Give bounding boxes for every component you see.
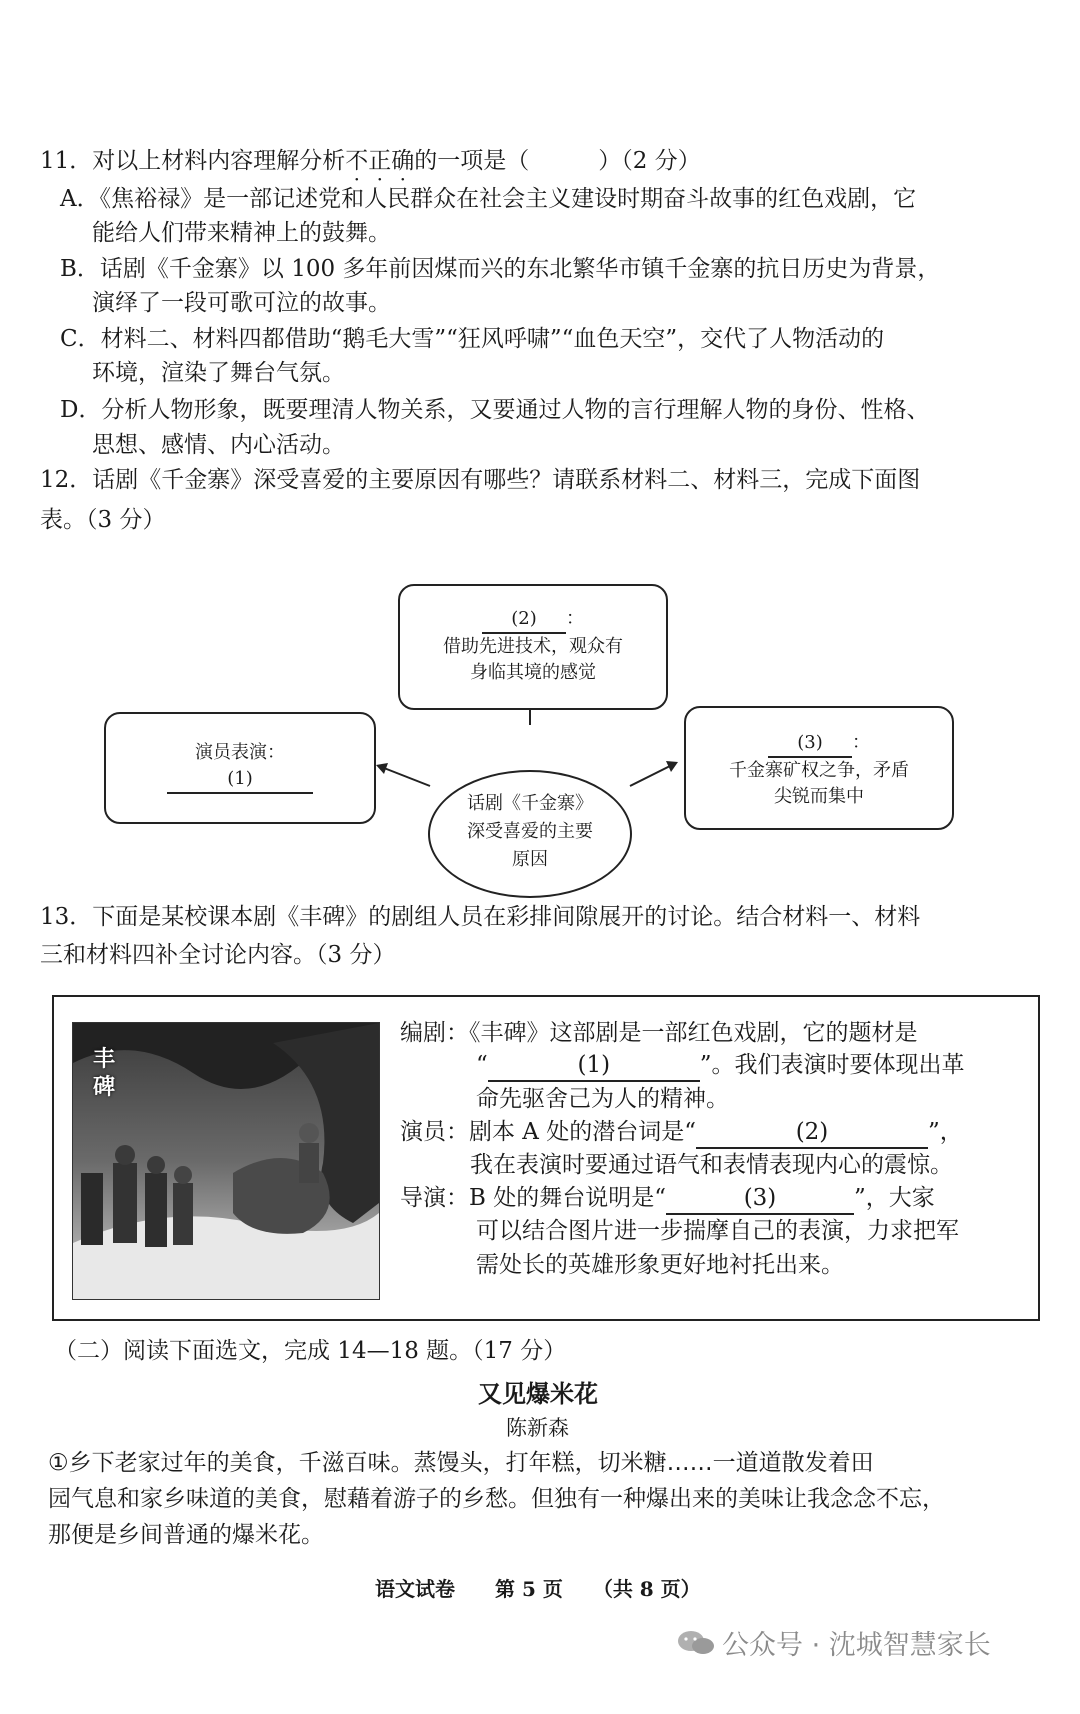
wechat-icon — [676, 1628, 716, 1658]
center-line2: 深受喜爱的主要 — [467, 821, 593, 842]
q12-top-box — [398, 584, 668, 710]
emphasis-char: 正 — [368, 148, 392, 174]
screenwriter-line2 — [476, 1050, 965, 1082]
blank-q13-1[interactable]: (1) — [488, 1050, 700, 1082]
quote-open: “ — [476, 1052, 488, 1078]
q11-option-c-cont: 环境，渲染了舞台气氛。 — [92, 360, 345, 386]
actor-post: ”， — [928, 1119, 963, 1145]
paragraph-1-line3: 那便是乡间普通的爆米花。 — [48, 1522, 324, 1548]
blank-1[interactable]: (1) — [167, 766, 313, 794]
blank-3[interactable]: (3) — [768, 730, 852, 758]
photo-title-char2: 碑 — [92, 1074, 115, 1100]
paragraph-1-line1: ①乡下老家过年的美食，千滋百味。蒸馒头，打年糕，切米糖……一道道散发着田 — [48, 1450, 874, 1476]
q11-option-d-cont: 思想、感情、内心活动。 — [92, 432, 345, 458]
q11-option-d: D．分析人物形象，既要理清人物关系，又要通过人物的言行理解人物的身份、性格、 — [60, 397, 930, 423]
q12-stem-cont: 表。（3 分） — [40, 507, 166, 533]
q11-option-b-cont: 演绎了一段可歌可泣的故事。 — [92, 290, 391, 316]
director-post: ”，大家 — [853, 1185, 935, 1211]
paragraph-1-line2: 园气息和家乡味道的美食，慰藉着游子的乡愁。但独有一种爆出来的美味让我念念不忘， — [48, 1486, 945, 1512]
q12-stem: 12．话剧《千金寨》深受喜爱的主要原因有哪些？请联系材料二、材料三，完成下面图 — [40, 467, 921, 493]
q11-option-a: A．《焦裕禄》是一部记述党和人民群众在社会主义建设时期奋斗故事的红色戏剧，它 — [60, 186, 917, 212]
q11-option-b: B．话剧《千金寨》以 100 多年前因煤而兴的东北繁华市镇千金寨的抗日历史为背景， — [60, 256, 941, 282]
q11-option-a-cont: 能给人们带来精神上的鼓舞。 — [92, 220, 391, 246]
q12-center-ellipse — [428, 770, 632, 898]
emphasis-char: 确 — [391, 148, 415, 174]
blank-2[interactable]: (2) — [482, 606, 566, 634]
director-pre: 导演：B 处的舞台说明是“ — [400, 1185, 666, 1211]
stage-photo-image — [73, 1023, 379, 1299]
director-line — [400, 1183, 935, 1215]
director-line3: 需处长的英雄形象更好地衬托出来。 — [476, 1252, 844, 1278]
center-line1: 话剧《千金寨》 — [467, 793, 593, 814]
fengbei-stage-photo — [72, 1022, 380, 1300]
top-box-line1: 借助先进技术，观众有 — [443, 636, 623, 657]
q12-left-box — [104, 712, 376, 824]
emphasis-char: 不 — [345, 148, 369, 174]
colon: ： — [566, 608, 584, 629]
center-line3: 原因 — [512, 849, 548, 870]
blank-q13-3[interactable]: (3) — [666, 1183, 854, 1215]
screenwriter-line: 编剧：《丰碑》这部剧是一部红色戏剧，它的题材是 — [400, 1020, 918, 1046]
photo-title-char1: 丰 — [92, 1046, 115, 1072]
q11-stem-pre: 11．对以上材料内容理解分析 — [40, 148, 346, 174]
q13-stem-cont: 三和材料四补全讨论内容。（3 分） — [40, 942, 396, 968]
q12-right-box — [684, 706, 954, 830]
blank-q13-2[interactable]: (2) — [696, 1117, 928, 1149]
right-box-line1: 千金寨矿权之争，矛盾 — [729, 760, 909, 781]
page-footer: 语文试卷 第 5 页 （共 8 页） — [375, 1577, 701, 1601]
left-box-label: 演员表演： — [195, 742, 285, 763]
actor-line — [400, 1117, 963, 1149]
right-box-line2: 尖锐而集中 — [774, 786, 864, 807]
q11-stem-post: 的一项是（ ）（2 分） — [414, 148, 701, 174]
top-box-line2: 身临其境的感觉 — [470, 662, 596, 683]
actor-pre: 演员：剧本 A 处的潜台词是“ — [400, 1119, 696, 1145]
article-author: 陈新森 — [506, 1416, 569, 1440]
section2-heading: （二）阅读下面选文，完成 14—18 题。（17 分） — [54, 1338, 567, 1364]
q11-option-c: C．材料二、材料四都借助“鹅毛大雪”“狂风呼啸”“血色天空”，交代了人物活动的 — [60, 326, 885, 352]
actor-line2: 我在表演时要通过语气和表情表现内心的震惊。 — [470, 1152, 953, 1178]
colon: ： — [852, 732, 870, 753]
photo-title — [91, 1045, 117, 1101]
director-line2: 可以结合图片进一步揣摩自己的表演，力求把军 — [476, 1218, 959, 1244]
q13-stem: 13．下面是某校课本剧《丰碑》的剧组人员在彩排间隙展开的讨论。结合材料一、材料 — [40, 904, 921, 930]
watermark-text: 公众号 · 沈城智慧家长 — [722, 1630, 991, 1661]
screenwriter-line3: 命先驱舍己为人的精神。 — [476, 1086, 729, 1112]
article-title: 又见爆米花 — [478, 1379, 598, 1408]
line2-post: ”。我们表演时要体现出革 — [699, 1052, 965, 1078]
